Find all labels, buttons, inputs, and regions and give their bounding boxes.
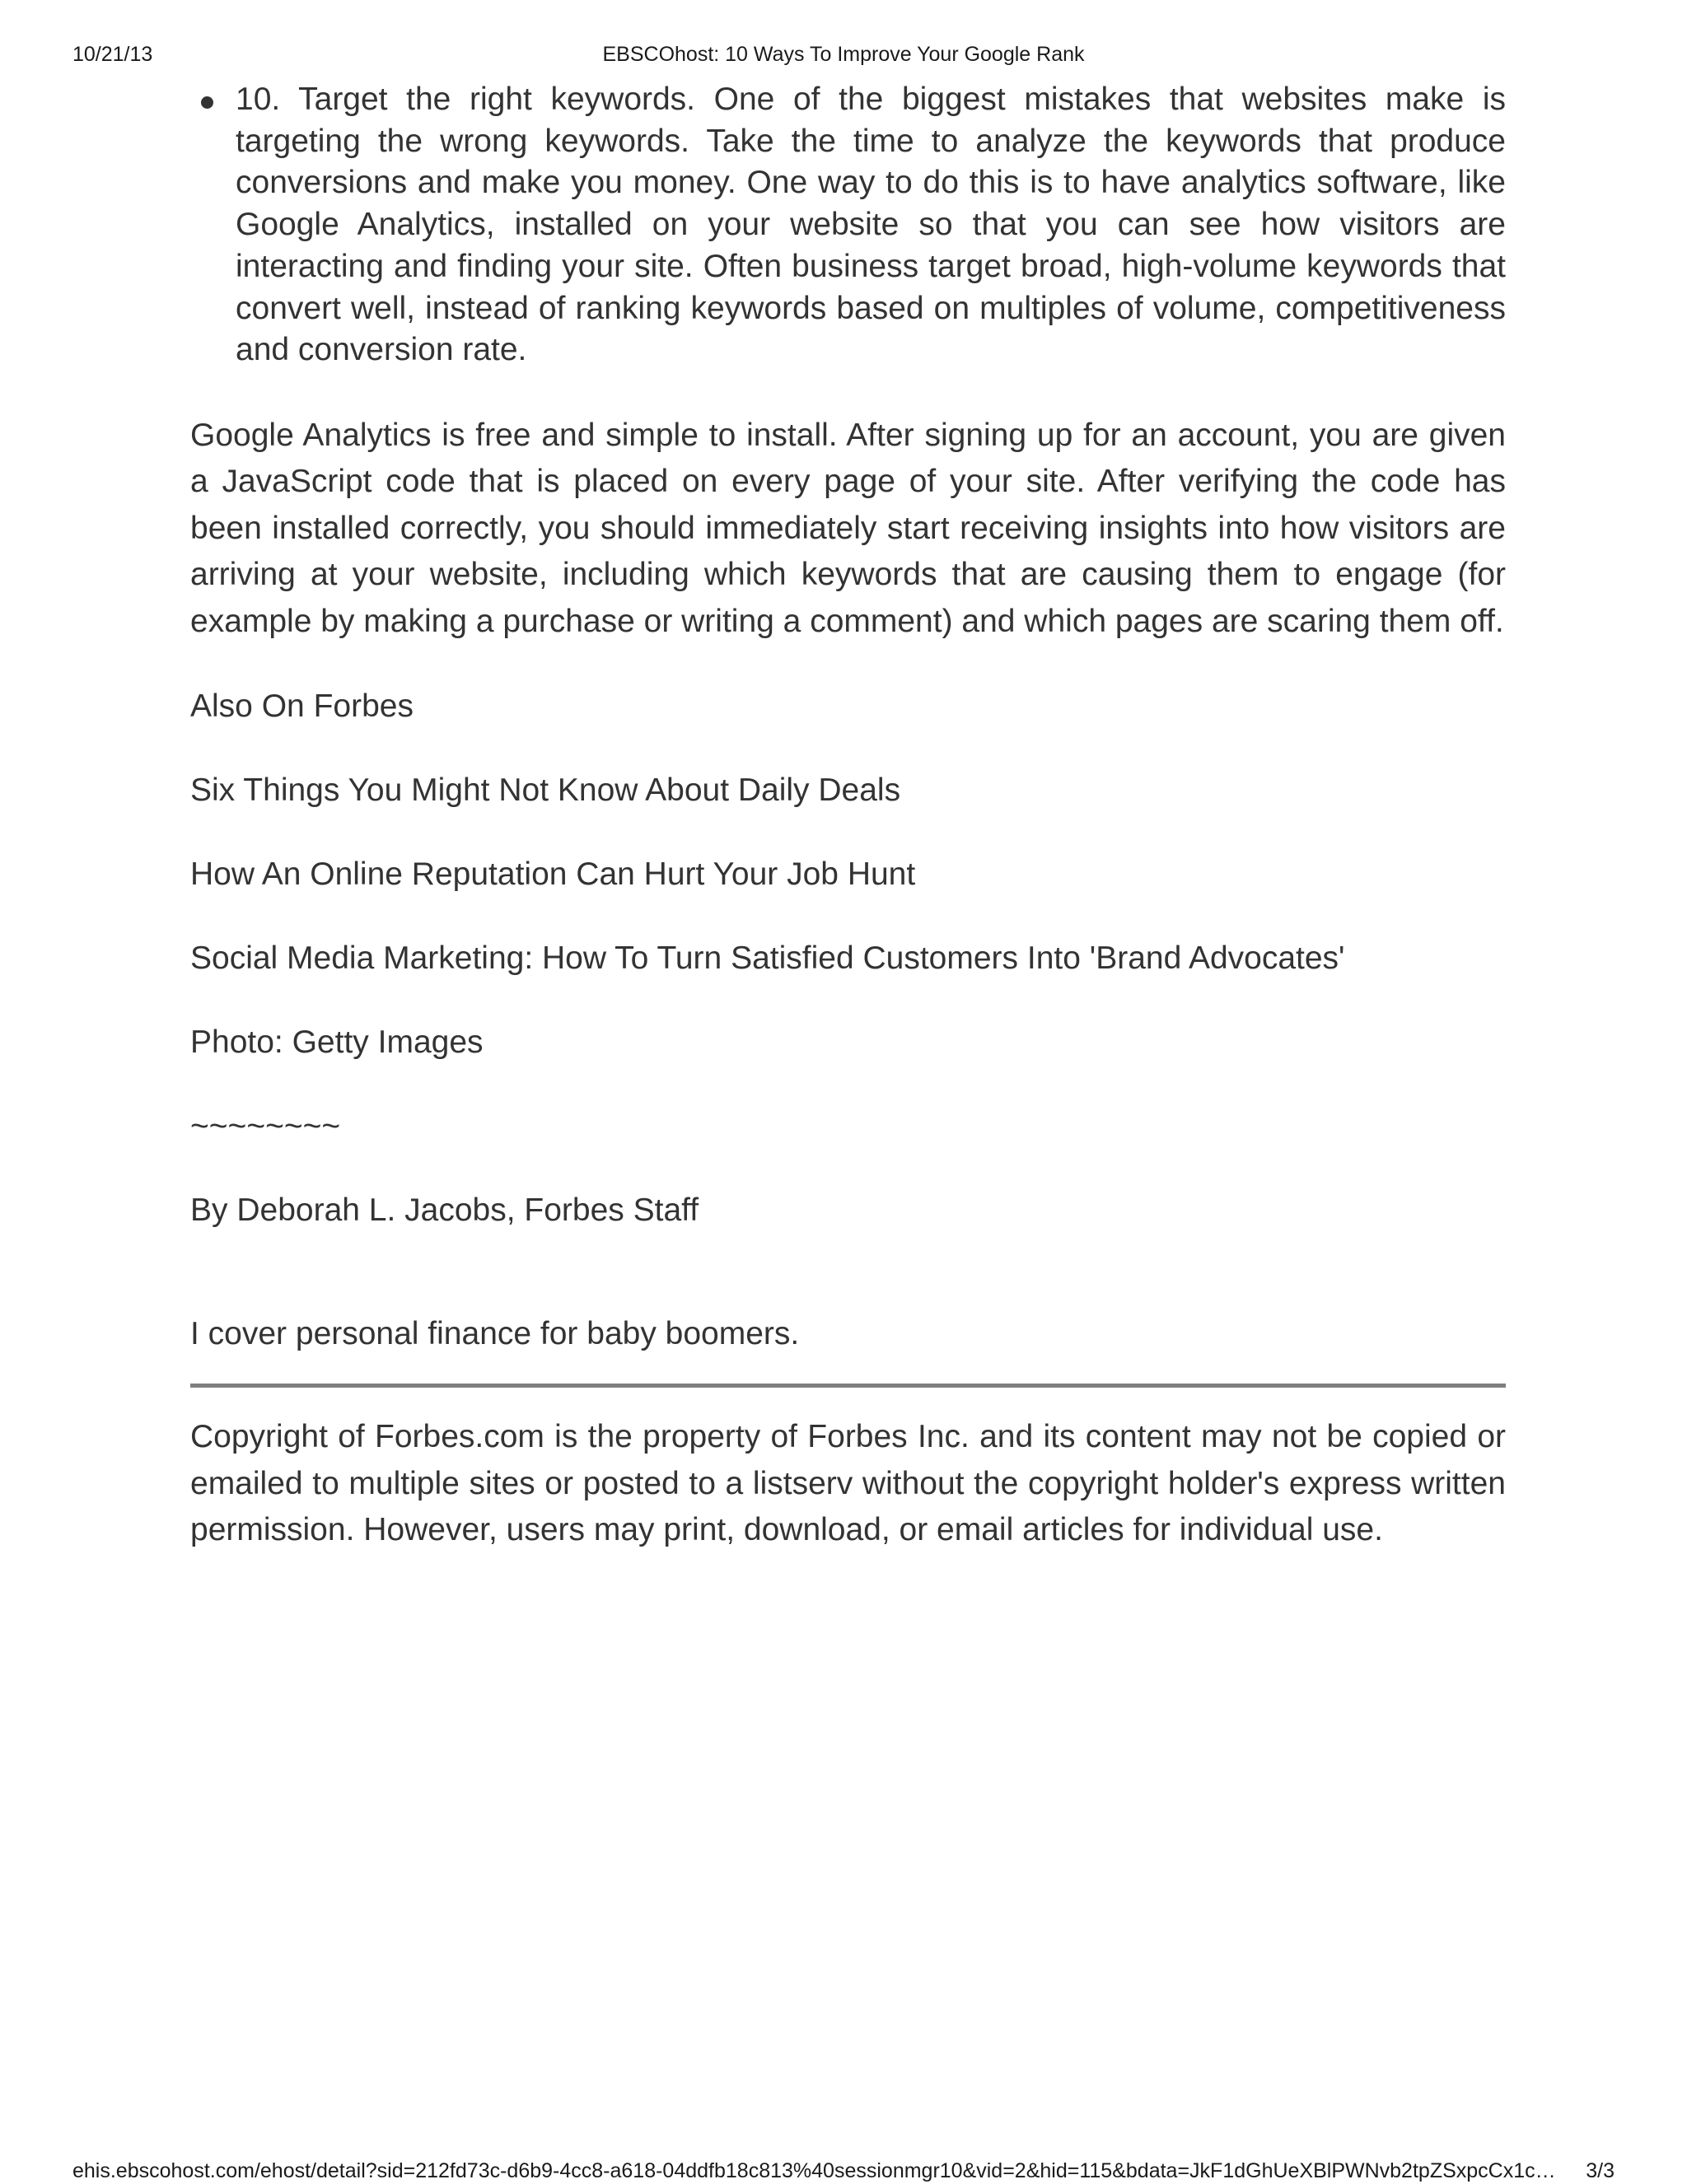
- also-on-heading: Also On Forbes: [190, 688, 414, 725]
- copyright-notice: Copyright of Forbes.com is the property of Forbes Inc. and its content may not be copied or emailed to multiple sites or posted to a listserv without the copyright holder's express written permission. However, users may print, download, or email articles for individual use.: [190, 1419, 1506, 1548]
- related-article: How An Online Reputation Can Hurt Your Job Hunt: [190, 856, 916, 893]
- print-page-title: EBSCOhost: 10 Ways To Improve Your Google Rank: [602, 43, 1085, 66]
- separator: ~~~~~~~~: [190, 1108, 341, 1145]
- related-article: Social Media Marketing: How To Turn Satisfied Customers Into 'Brand Advocates': [190, 940, 1345, 977]
- author-bio: I cover personal finance for baby boomers.: [190, 1316, 800, 1352]
- page-url: ehis.ebscohost.com/ehost/detail?sid=212fd73c-d6b9-4cc8-a618-04ddfb18c813%40sessionmgr10&vid=2&hid=115&bdata=JkF1dGhUeXBlPWNvb2tpZSxpcCx1c…: [72, 2159, 1556, 2182]
- print-date: 10/21/13: [72, 43, 153, 66]
- spacer: [190, 1272, 1506, 1311]
- print-header: [0, 43, 1687, 71]
- article-content: [190, 79, 1506, 1554]
- print-footer: [0, 2159, 1687, 2184]
- photo-credit: Photo: Getty Images: [190, 1024, 484, 1061]
- list-item: [236, 79, 1506, 371]
- divider: [190, 1384, 1506, 1388]
- page-number: 3/3: [1586, 2159, 1615, 2182]
- list-item-text: 10. Target the right keywords. One of the biggest mistakes that websites make is targeting the wrong keywords. Take the time to analyze the keywords that produce conversions and make you money. One way to do this is to have analytics software, like Google Analytics, installed on your website so that you can see how visitors are interacting and finding your site. Often business target broad, high-volume keywords that convert well, instead of ranking keywords based on multiples of volume, competitiveness and conversion rate.: [236, 82, 1506, 368]
- related-article: Six Things You Might Not Know About Daily Deals: [190, 772, 901, 809]
- bullet-icon: [201, 96, 213, 109]
- analytics-paragraph: Google Analytics is free and simple to install. After signing up for an account, you are given a JavaScript code that is placed on every page of your site. After verifying the code has been installed correctly, you should immediately start receiving insights into how visitors are arriving at your website, including which keywords that are causing them to engage (for example by making a purchase or writing a comment) and which pages are scaring them off.: [190, 417, 1506, 639]
- tips-list: [190, 79, 1506, 371]
- byline: By Deborah L. Jacobs, Forbes Staff: [190, 1192, 699, 1229]
